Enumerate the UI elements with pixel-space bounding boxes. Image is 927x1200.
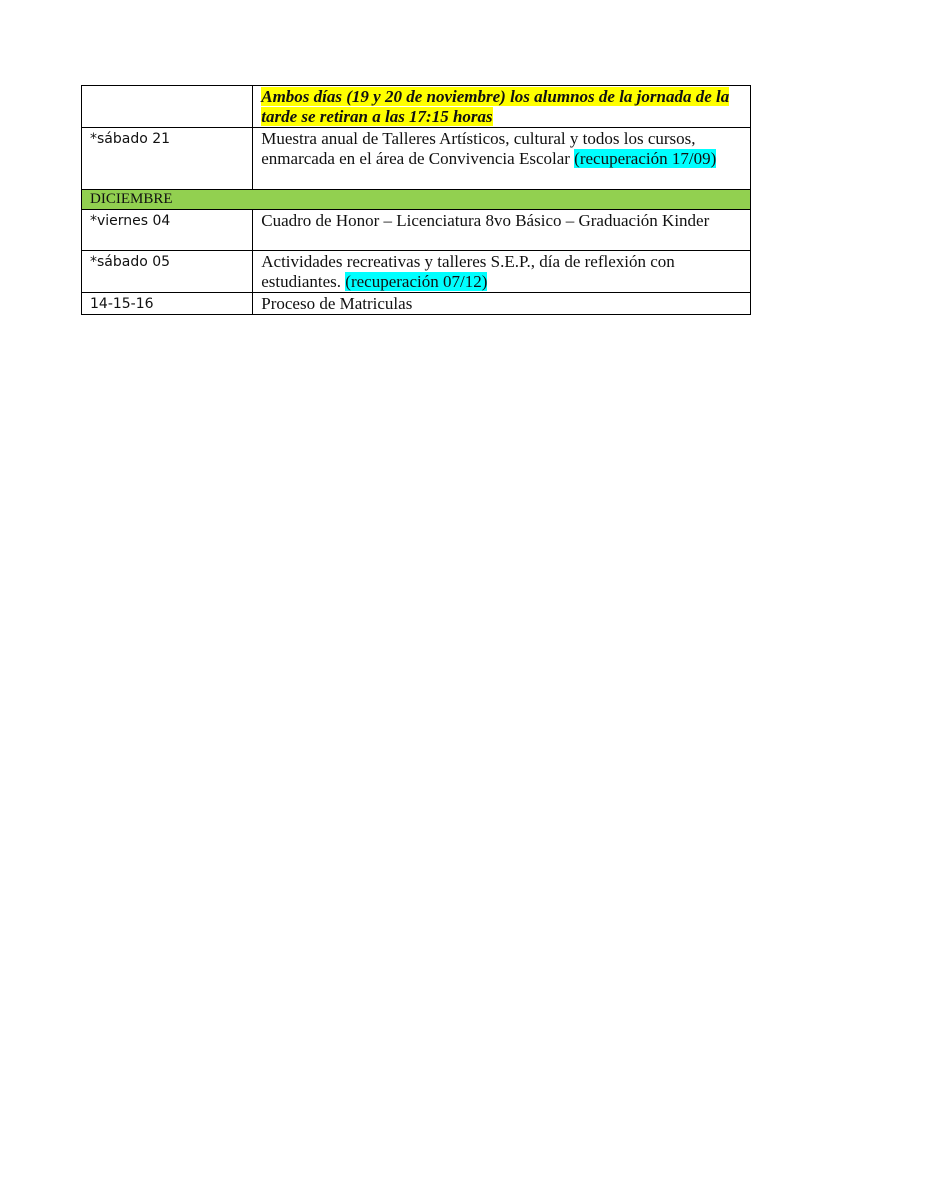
date-cell bbox=[82, 293, 253, 315]
date-cell bbox=[82, 128, 253, 190]
month-header-cell bbox=[82, 190, 751, 210]
description-cell bbox=[253, 210, 751, 251]
date-text: *viernes 04 bbox=[90, 213, 171, 229]
recovery-note: (recuperación 07/12) bbox=[345, 272, 488, 291]
month-label: DICIEMBRE bbox=[90, 191, 173, 207]
event-description: Cuadro de Honor – Licenciatura 8vo Básico – Graduación Kinder bbox=[261, 211, 710, 230]
date-text: *sábado 21 bbox=[90, 131, 171, 147]
table-row bbox=[82, 86, 751, 128]
date-text bbox=[82, 86, 252, 88]
description-cell bbox=[253, 128, 751, 190]
description-cell bbox=[253, 86, 751, 128]
date-text: *sábado 05 bbox=[90, 254, 171, 270]
event-description: Proceso de Matriculas bbox=[261, 294, 413, 313]
description-cell bbox=[253, 251, 751, 293]
event-description: Muestra anual de Talleres Artísticos, cultural y todos los cursos, enmarcada en el área de Convivencia Escolar bbox=[261, 129, 696, 168]
recovery-note: (recuperación 17/09) bbox=[574, 149, 717, 168]
table-row bbox=[82, 251, 751, 293]
date-text: 14-15-16 bbox=[90, 296, 154, 312]
event-description: Actividades recreativas y talleres S.E.P., día de reflexión con estudiantes. bbox=[261, 252, 675, 291]
description-text bbox=[253, 86, 750, 127]
highlighted-note: Ambos días (19 y 20 de noviembre) los alumnos de la jornada de la tarde se retiran a las 17:15 horas bbox=[261, 87, 730, 126]
date-cell bbox=[82, 210, 253, 251]
table-row bbox=[82, 210, 751, 251]
date-cell bbox=[82, 86, 253, 128]
table-row bbox=[82, 128, 751, 190]
description-text bbox=[253, 251, 750, 292]
month-header-row bbox=[82, 190, 751, 210]
date-cell bbox=[82, 251, 253, 293]
schedule-table bbox=[81, 85, 751, 315]
description-cell bbox=[253, 293, 751, 315]
description-text bbox=[253, 128, 750, 169]
table-row bbox=[82, 293, 751, 315]
